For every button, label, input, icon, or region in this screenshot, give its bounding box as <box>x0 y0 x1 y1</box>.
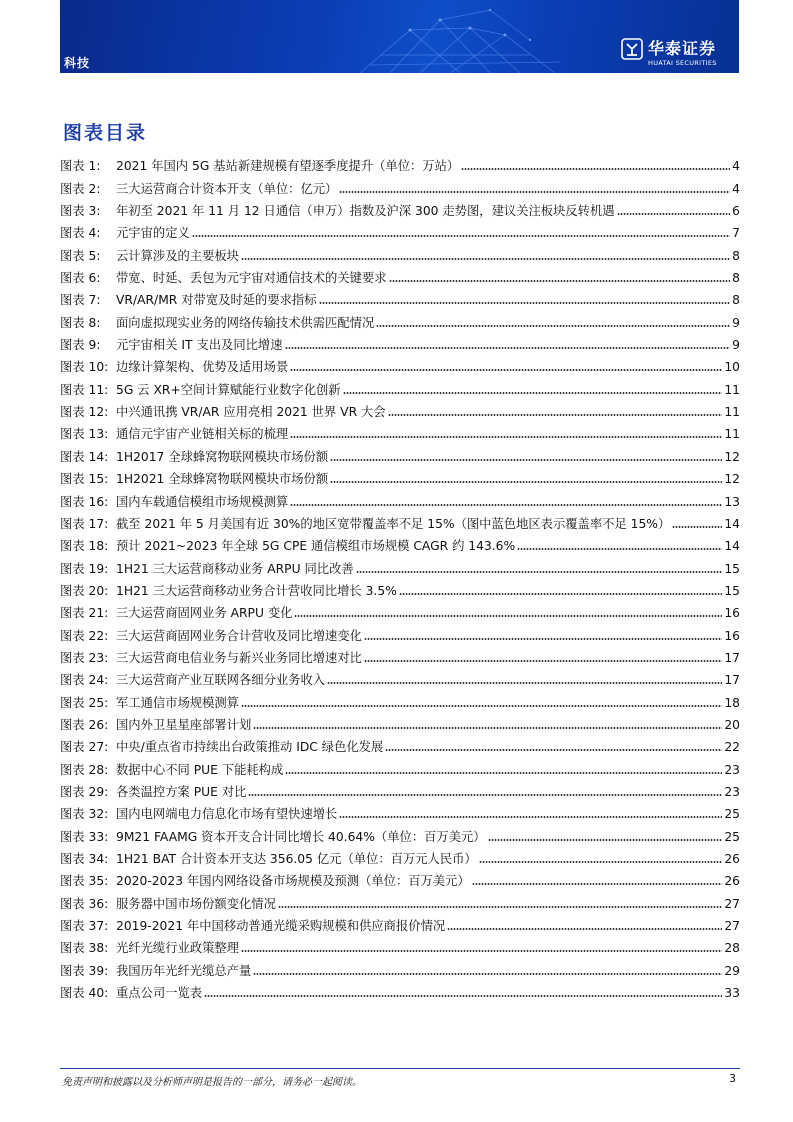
toc-entry-page[interactable]: 26 <box>724 852 740 866</box>
toc-entry-page[interactable]: 16 <box>724 606 740 621</box>
toc-entry-page[interactable]: 20 <box>724 717 740 732</box>
toc-entry-number: 图表 32: <box>60 807 109 822</box>
toc-dot-leader <box>294 614 722 618</box>
toc-entry-number: 图表 39: <box>60 963 109 978</box>
toc-dot-leader <box>517 547 722 551</box>
toc-entry-number: 图表 38: <box>60 941 109 956</box>
page-number: 3 <box>729 1072 736 1085</box>
toc-entry[interactable] <box>60 712 740 734</box>
toc-entry-label[interactable]: 1H21 BAT 合计资本开支达 356.05 亿元（单位：百万元人民币） <box>116 852 477 866</box>
toc-entry-label[interactable]: 截至 2021 年 5 月美国有近 30%的地区宽带覆盖率不足 15%（图中蓝色地区表示覆盖率不足 15%） <box>116 516 671 531</box>
toc-entry-number: 图表 2: <box>60 181 101 196</box>
toc-dot-leader <box>356 570 723 574</box>
toc-dot-leader <box>339 815 722 819</box>
toc-entry[interactable] <box>60 935 740 957</box>
toc-entry-label[interactable]: 1H2017 全球蜂窝物联网模块市场份额 <box>116 449 329 464</box>
toc-entry[interactable] <box>60 801 740 823</box>
toc-entry-page[interactable]: 16 <box>724 628 740 643</box>
toc-entry-number: 图表 8: <box>60 315 101 330</box>
toc-entry-page[interactable]: 8 <box>732 248 740 263</box>
toc-dot-leader <box>385 748 722 752</box>
toc-dot-leader <box>327 681 722 685</box>
toc-entry-label[interactable]: 国内外卫星星座部署计划 <box>116 717 252 732</box>
toc-entry-label[interactable]: 1H21 三大运营商移动业务合计营收同比增长 3.5% <box>116 583 397 598</box>
toc-entry-page[interactable]: 7 <box>732 226 740 241</box>
toc-entry[interactable] <box>60 734 740 756</box>
toc-entry[interactable] <box>60 823 740 845</box>
toc-entry[interactable] <box>60 555 740 577</box>
toc-entry[interactable] <box>60 689 740 711</box>
toc-entry-label[interactable]: 通信元宇宙产业链相关标的梳理 <box>116 427 289 442</box>
toc-entry[interactable] <box>60 153 740 175</box>
toc-entry-number: 图表 11: <box>60 382 109 397</box>
toc-entry-number: 图表 22: <box>60 628 109 643</box>
toc-entry-page[interactable]: 11 <box>724 382 740 397</box>
toc-entry-label[interactable]: 中兴通讯携 VR/AR 应用亮相 2021 世界 VR 大会 <box>116 405 386 420</box>
toc-entry-number: 图表 13: <box>60 427 109 442</box>
toc-entry[interactable] <box>60 265 740 287</box>
toc-entry-page[interactable]: 28 <box>724 941 740 956</box>
toc-entry-number: 图表 14: <box>60 449 109 464</box>
toc-title: 图表目录 <box>63 122 148 144</box>
toc-dot-leader <box>472 882 723 886</box>
toc-entry-number: 图表 15: <box>60 472 109 487</box>
toc-entry-page[interactable]: 29 <box>724 963 740 978</box>
toc-entry-number: 图表 10: <box>60 360 109 375</box>
toc-entry[interactable] <box>60 890 740 912</box>
toc-dot-leader <box>330 480 722 484</box>
toc-dot-leader <box>672 525 722 529</box>
toc-entry-page[interactable]: 8 <box>732 293 740 308</box>
toc-entry[interactable] <box>60 220 740 242</box>
toc-entry-page[interactable]: 27 <box>724 919 740 934</box>
toc-entry-page[interactable]: 33 <box>724 986 740 1001</box>
toc-entry-number: 图表 3: <box>60 204 101 219</box>
toc-dot-leader <box>364 659 722 663</box>
toc-entry[interactable] <box>60 667 740 689</box>
toc-entry[interactable] <box>60 354 740 376</box>
toc-entry-number: 图表 33: <box>60 829 109 844</box>
toc-entry-page[interactable]: 13 <box>724 494 740 509</box>
toc-entry-page[interactable]: 9 <box>732 338 740 353</box>
toc-dot-leader <box>488 838 723 842</box>
toc-entry[interactable] <box>60 578 740 600</box>
toc-dot-leader <box>617 212 731 216</box>
toc-entry[interactable] <box>60 868 740 890</box>
toc-entry[interactable] <box>60 913 740 935</box>
toc-entry[interactable] <box>60 756 740 778</box>
toc-entry-page[interactable]: 8 <box>732 271 740 286</box>
toc-entry-number: 图表 27: <box>60 740 109 755</box>
toc-entry[interactable] <box>60 242 740 264</box>
toc-entry-label[interactable]: 三大运营商产业互联网各细分业务收入 <box>116 673 326 688</box>
toc-entry-label[interactable]: 各类温控方案 PUE 对比 <box>116 784 247 799</box>
toc-entry-number: 图表 21: <box>60 606 109 621</box>
toc-entry-number: 图表 28: <box>60 762 109 777</box>
toc-entry-label[interactable]: 边缘计算架构、优势及适用场景 <box>116 360 289 375</box>
toc-entry-number: 图表 12: <box>60 405 109 420</box>
toc-entry-number: 图表 26: <box>60 717 109 732</box>
toc-dot-leader <box>319 301 731 305</box>
toc-entry-page[interactable]: 22 <box>724 740 740 755</box>
toc-entry-page[interactable]: 23 <box>724 784 740 799</box>
toc-entry-number: 图表 40: <box>60 986 109 1001</box>
toc-dot-leader <box>376 324 730 328</box>
toc-entry-label[interactable]: 重点公司一览表 <box>116 986 203 1001</box>
toc-dot-leader <box>241 257 730 261</box>
toc-entry[interactable] <box>60 309 740 331</box>
toc-entry-page[interactable]: 17 <box>724 650 740 665</box>
toc-entry-label[interactable]: 三大运营商固网业务 ARPU 变化 <box>116 606 293 621</box>
toc-entry[interactable] <box>60 421 740 443</box>
toc-dot-leader <box>339 190 730 194</box>
toc-entry-label[interactable]: 带宽、时延、丢包为元宇宙对通信技术的关键要求 <box>116 271 387 286</box>
toc-list <box>60 153 740 1002</box>
huatai-logo-icon <box>621 38 643 60</box>
toc-entry-number: 图表 36: <box>60 896 109 911</box>
toc-entry-number: 图表 17: <box>60 516 109 531</box>
toc-entry-number: 图表 9: <box>60 338 101 353</box>
toc-entry-page[interactable]: 25 <box>724 829 740 844</box>
toc-entry-page[interactable]: 6 <box>732 204 740 219</box>
toc-entry-label[interactable]: 1H21 三大运营商移动业务 ARPU 同比改善 <box>116 561 354 576</box>
toc-entry-number: 图表 34: <box>60 852 109 866</box>
toc-dot-leader <box>285 771 722 775</box>
toc-entry-number: 图表 1: <box>60 159 101 174</box>
toc-entry-label[interactable]: 国内车载通信模组市场规模测算 <box>116 494 289 509</box>
toc-dot-leader <box>241 949 722 953</box>
toc-entry-label[interactable]: 光纤光缆行业政策整理 <box>116 941 239 956</box>
toc-entry-label[interactable]: 面向虚拟现实业务的网络传输技术供需匹配情况 <box>116 315 375 330</box>
toc-entry[interactable] <box>60 198 740 220</box>
toc-entry-number: 图表 19: <box>60 561 109 576</box>
toc-entry-label[interactable]: 预计 2021~2023 年全球 5G CPE 通信模组市场规模 CAGR 约 143.6% <box>116 539 516 554</box>
toc-entry[interactable] <box>60 175 740 197</box>
toc-dot-leader <box>479 860 723 864</box>
toc-entry[interactable] <box>60 332 740 354</box>
toc-entry-label[interactable]: 年初至 2021 年 11 月 12 日通信（申万）指数及沪深 300 走势图，建议关注板块反转机遇 <box>116 204 615 219</box>
footer-disclaimer: 免责声明和披露以及分析师声明是报告的一部分，请务必一起阅读。 <box>62 1077 362 1088</box>
toc-entry-label[interactable]: 我国历年光纤光缆总产量 <box>116 963 252 978</box>
toc-entry-label[interactable]: 元宇宙的定义 <box>116 226 190 241</box>
toc-entry-label[interactable]: 5G 云 XR+空间计算赋能行业数字化创新 <box>116 382 341 397</box>
toc-dot-leader <box>461 167 730 171</box>
toc-entry-page[interactable]: 26 <box>724 874 740 889</box>
toc-entry-label[interactable]: 9M21 FAAMG 资本开支合计同比增长 40.64%（单位：百万美元） <box>116 829 486 844</box>
toc-dot-leader <box>388 413 723 417</box>
toc-entry-label[interactable]: 1H2021 全球蜂窝物联网模块市场份额 <box>116 472 329 487</box>
toc-entry-label[interactable]: 2019-2021 年中国移动普通光缆采购规模和供应商报价情况 <box>116 919 446 934</box>
toc-dot-leader <box>278 905 722 909</box>
toc-dot-leader <box>399 592 723 596</box>
toc-entry-page[interactable]: 11 <box>724 427 740 442</box>
toc-dot-leader <box>241 704 722 708</box>
toc-entry-number: 图表 35: <box>60 874 109 889</box>
toc-dot-leader <box>204 994 722 998</box>
toc-entry-page[interactable]: 4 <box>732 159 740 174</box>
toc-entry[interactable] <box>60 645 740 667</box>
toc-entry-number: 图表 5: <box>60 248 101 263</box>
toc-entry-page[interactable]: 11 <box>724 405 740 420</box>
toc-entry-label[interactable]: 云计算涉及的主要板块 <box>116 248 239 263</box>
toc-entry-page[interactable]: 15 <box>724 583 740 598</box>
toc-entry[interactable] <box>60 511 740 533</box>
toc-entry-label[interactable]: 中央/重点省市持续出台政策推动 IDC 绿色化发展 <box>116 740 384 755</box>
toc-entry-number: 图表 16: <box>60 494 109 509</box>
toc-entry-number: 图表 24: <box>60 673 109 688</box>
toc-entry-label[interactable]: 三大运营商固网业务合计营收及同比增速变化 <box>116 628 362 643</box>
toc-entry-label[interactable]: 2020-2023 年国内网络设备市场规模及预测（单位：百万美元） <box>116 874 470 889</box>
toc-dot-leader <box>343 391 723 395</box>
toc-entry-number: 图表 6: <box>60 271 101 286</box>
toc-entry[interactable] <box>60 779 740 801</box>
toc-entry[interactable] <box>60 443 740 465</box>
toc-entry[interactable] <box>60 622 740 644</box>
toc-dot-leader <box>330 458 722 462</box>
toc-dot-leader <box>192 234 730 238</box>
toc-entry[interactable] <box>60 846 740 868</box>
toc-dot-leader <box>364 637 722 641</box>
toc-entry-number: 图表 20: <box>60 583 109 598</box>
toc-entry-number: 图表 37: <box>60 919 109 934</box>
toc-entry-label[interactable]: 三大运营商合计资本开支（单位：亿元） <box>116 181 338 196</box>
toc-entry-page[interactable]: 4 <box>732 181 740 196</box>
toc-entry-page[interactable]: 14 <box>724 516 740 531</box>
toc-entry[interactable] <box>60 533 740 555</box>
toc-dot-leader <box>253 972 722 976</box>
toc-dot-leader <box>285 346 731 350</box>
toc-dot-leader <box>447 927 722 931</box>
toc-entry-number: 图表 18: <box>60 539 109 554</box>
page-header <box>60 0 739 73</box>
toc-entry-label[interactable]: VR/AR/MR 对带宽及时延的要求指标 <box>116 293 317 308</box>
toc-entry-page[interactable]: 12 <box>724 449 740 464</box>
toc-entry-label[interactable]: 服务器中国市场份额变化情况 <box>116 896 276 911</box>
toc-entry[interactable] <box>60 957 740 979</box>
toc-entry-number: 图表 7: <box>60 293 101 308</box>
toc-entry-page[interactable]: 14 <box>724 539 740 554</box>
toc-dot-leader <box>290 435 722 439</box>
toc-entry-label[interactable]: 三大运营商电信业务与新兴业务同比增速对比 <box>116 650 362 665</box>
toc-entry[interactable] <box>60 600 740 622</box>
toc-entry-page[interactable]: 12 <box>724 472 740 487</box>
toc-entry-page[interactable]: 10 <box>724 360 740 375</box>
toc-entry-page[interactable]: 18 <box>724 695 740 710</box>
toc-entry-page[interactable]: 23 <box>724 762 740 777</box>
toc-entry-label[interactable]: 元宇宙相关 IT 支出及同比增速 <box>116 338 283 353</box>
footer-divider <box>60 1068 740 1069</box>
toc-entry-page[interactable]: 17 <box>724 673 740 688</box>
toc-dot-leader <box>389 279 731 283</box>
toc-entry-page[interactable]: 9 <box>732 315 740 330</box>
toc-entry[interactable] <box>60 980 740 1002</box>
toc-entry-page[interactable]: 27 <box>724 896 740 911</box>
toc-entry[interactable] <box>60 399 740 421</box>
section-tag: 科技 <box>64 56 91 70</box>
logo-text-cn: 华泰证券 <box>648 39 717 58</box>
toc-dot-leader <box>248 793 722 797</box>
toc-entry-number: 图表 4: <box>60 226 101 241</box>
toc-dot-leader <box>253 726 722 730</box>
toc-entry[interactable] <box>60 488 740 510</box>
toc-entry-number: 图表 25: <box>60 695 109 710</box>
company-logo <box>621 38 733 72</box>
toc-entry-number: 图表 23: <box>60 650 109 665</box>
toc-entry-page[interactable]: 15 <box>724 561 740 576</box>
toc-entry-label[interactable]: 2021 年国内 5G 基站新建规模有望逐季度提升（单位：万站） <box>116 159 460 174</box>
logo-text-en: HUATAI SECURITIES <box>648 59 717 67</box>
toc-dot-leader <box>290 503 722 507</box>
toc-entry-label[interactable]: 数据中心不同 PUE 下能耗构成 <box>116 762 284 777</box>
toc-entry[interactable] <box>60 287 740 309</box>
toc-entry-label[interactable]: 国内电网端电力信息化市场有望快速增长 <box>116 807 338 822</box>
toc-entry[interactable] <box>60 376 740 398</box>
toc-entry-label[interactable]: 军工通信市场规模测算 <box>116 695 239 710</box>
toc-entry-number: 图表 29: <box>60 784 109 799</box>
toc-dot-leader <box>290 368 722 372</box>
toc-entry[interactable] <box>60 466 740 488</box>
toc-entry-page[interactable]: 25 <box>724 807 740 822</box>
